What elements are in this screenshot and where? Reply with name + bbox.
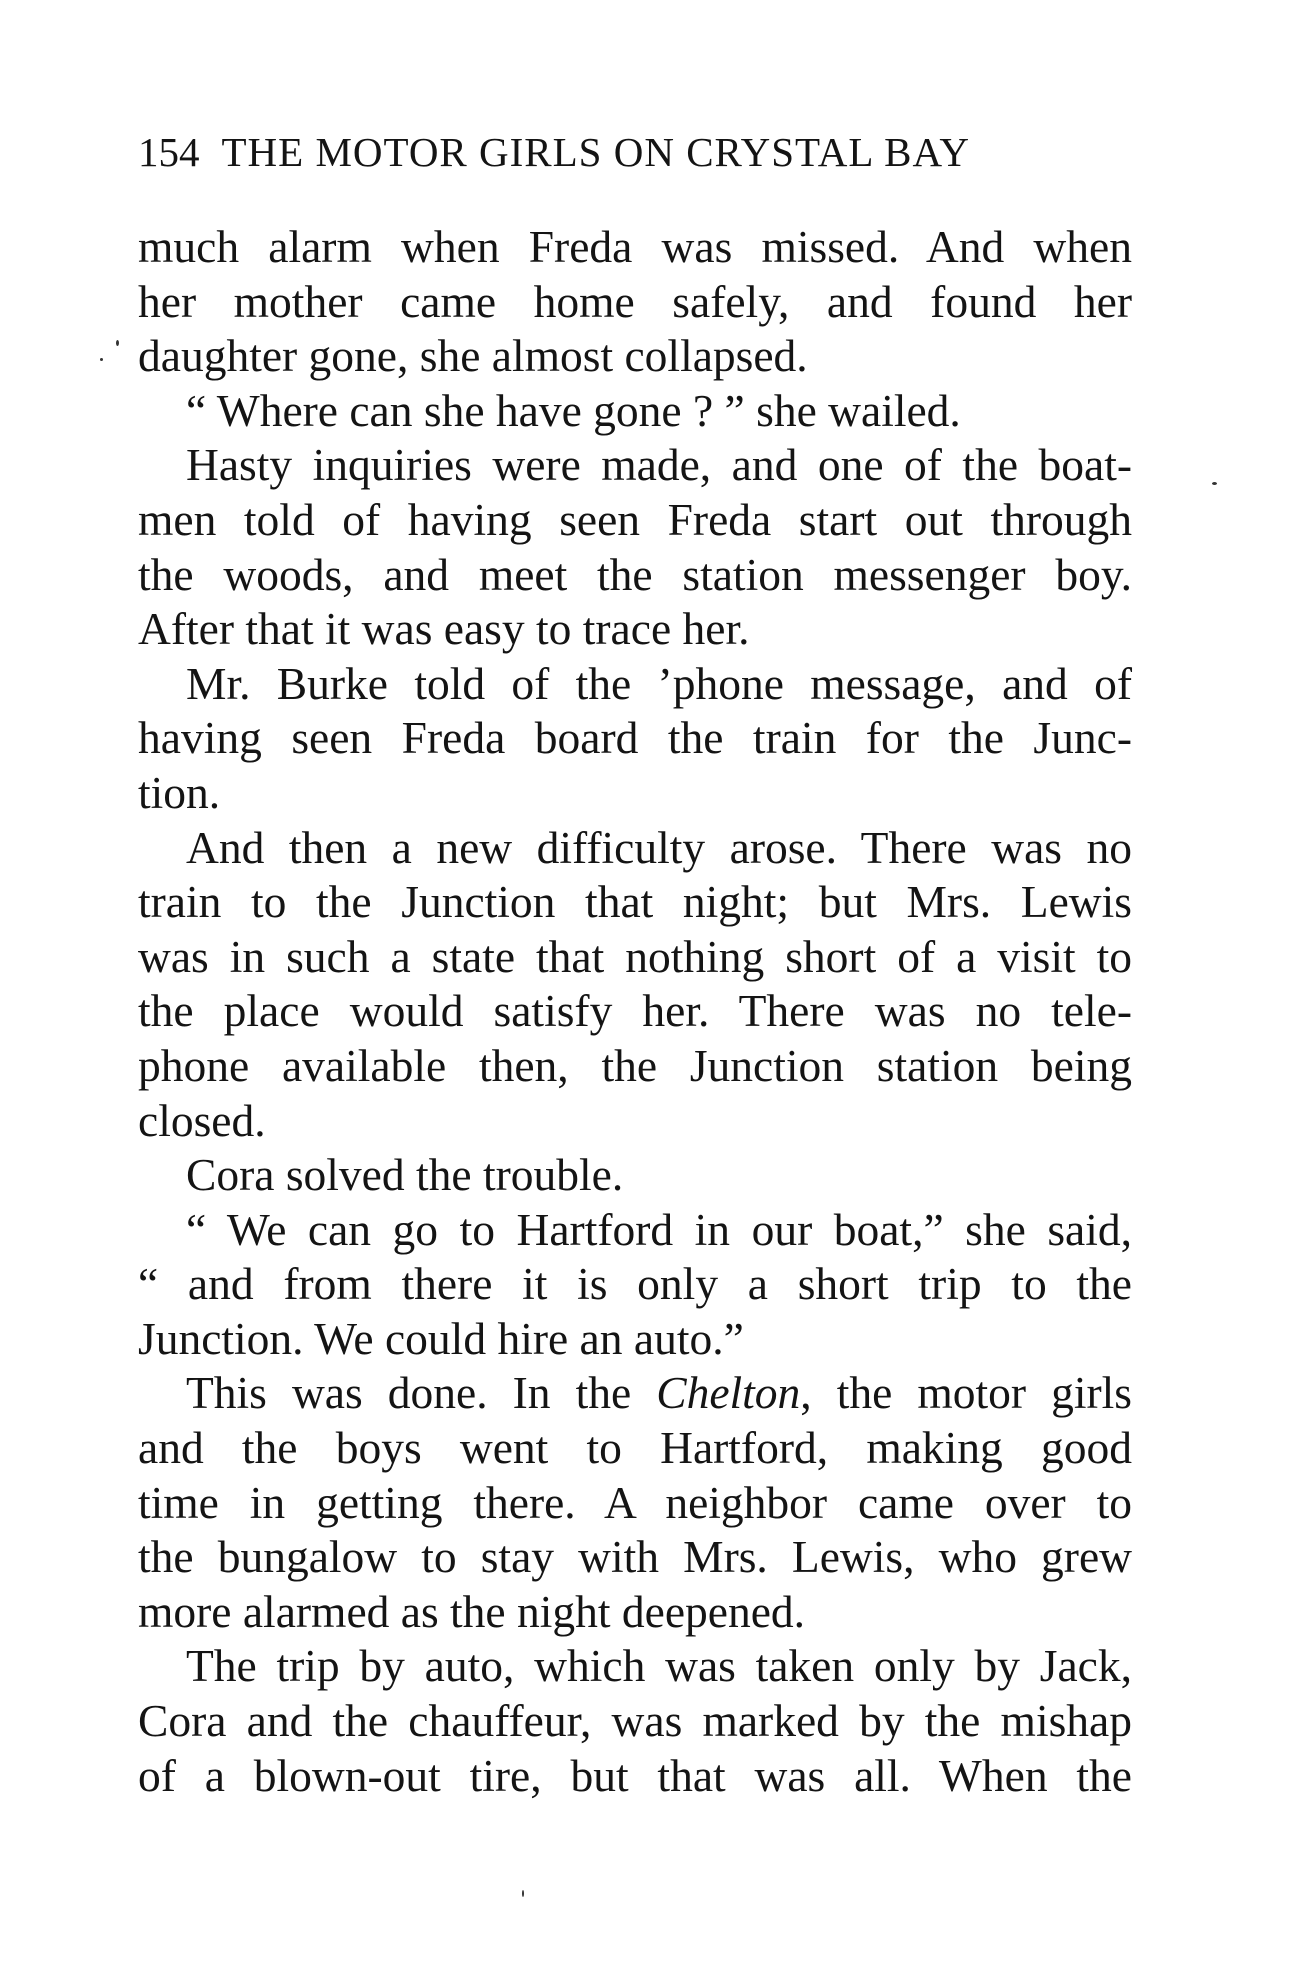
text-line: Cora and the chauffeur, was marked by the mishap [138,1695,1132,1747]
text-line: was in such a state that nothing short of a visit to [138,930,1132,982]
boat-name: Chelton [656,1367,801,1419]
text-line: “ Where can she have gone ? ” she wailed. [186,384,961,436]
text-line: closed. [138,1094,266,1146]
text-line: phone available then, the Junction station being [138,1039,1132,1091]
text-line: of a blown-out tire, but that was all. When the [138,1749,1132,1801]
running-head [138,128,1138,176]
text-line: Cora solved the trouble. [186,1149,624,1201]
scan-speck [1212,482,1217,485]
text-line: tion. [138,766,221,818]
scan-speck [116,340,119,346]
text-line: After that it was easy to trace her. [138,603,750,655]
text-line: train to the Junction that night; but Mrs. Lewis [138,876,1132,928]
page-number: 154 [138,129,200,175]
text-line: having seen Freda board the train for the Junc- [138,712,1132,764]
text-line: the bungalow to stay with Mrs. Lewis, who grew [138,1531,1132,1583]
text-line: much alarm when Freda was missed. And when [138,221,1132,272]
text-line: And then a new difficulty arose. There was no [186,821,1132,873]
text-line: more alarmed as the night deepened. [138,1585,806,1637]
text-line: time in getting there. A neighbor came over to [138,1476,1132,1528]
text-line: daughter gone, she almost collapsed. [138,330,808,382]
scan-speck [100,358,103,361]
scan-speck [522,1890,524,1897]
text-line: Junction. We could hire an auto.” [138,1312,744,1364]
text-line: “ We can go to Hartford in our boat,” she said, [186,1203,1132,1255]
text-line: the place would satisfy her. There was no tele- [138,985,1132,1037]
text-line: Hasty inquiries were made, and one of the boat- [186,439,1132,491]
text-line: “ and from there it is only a short trip to the [138,1258,1132,1310]
text-line: her mother came home safely, and found her [138,275,1132,327]
text-line: men told of having seen Freda start out through [138,493,1132,545]
running-title: THE MOTOR GIRLS ON CRYSTAL BAY [221,129,970,175]
text-line: the woods, and meet the station messenger boy. [138,548,1132,600]
text-line: and the boys went to Hartford, making good [138,1422,1132,1474]
text-line: Mr. Burke told of the ’phone message, and of [186,657,1132,709]
text-line: The trip by auto, which was taken only by Jack, [186,1640,1132,1692]
text-line: This was done. In the Chelton, the motor girls [186,1367,1132,1419]
body-text [138,220,1132,1803]
